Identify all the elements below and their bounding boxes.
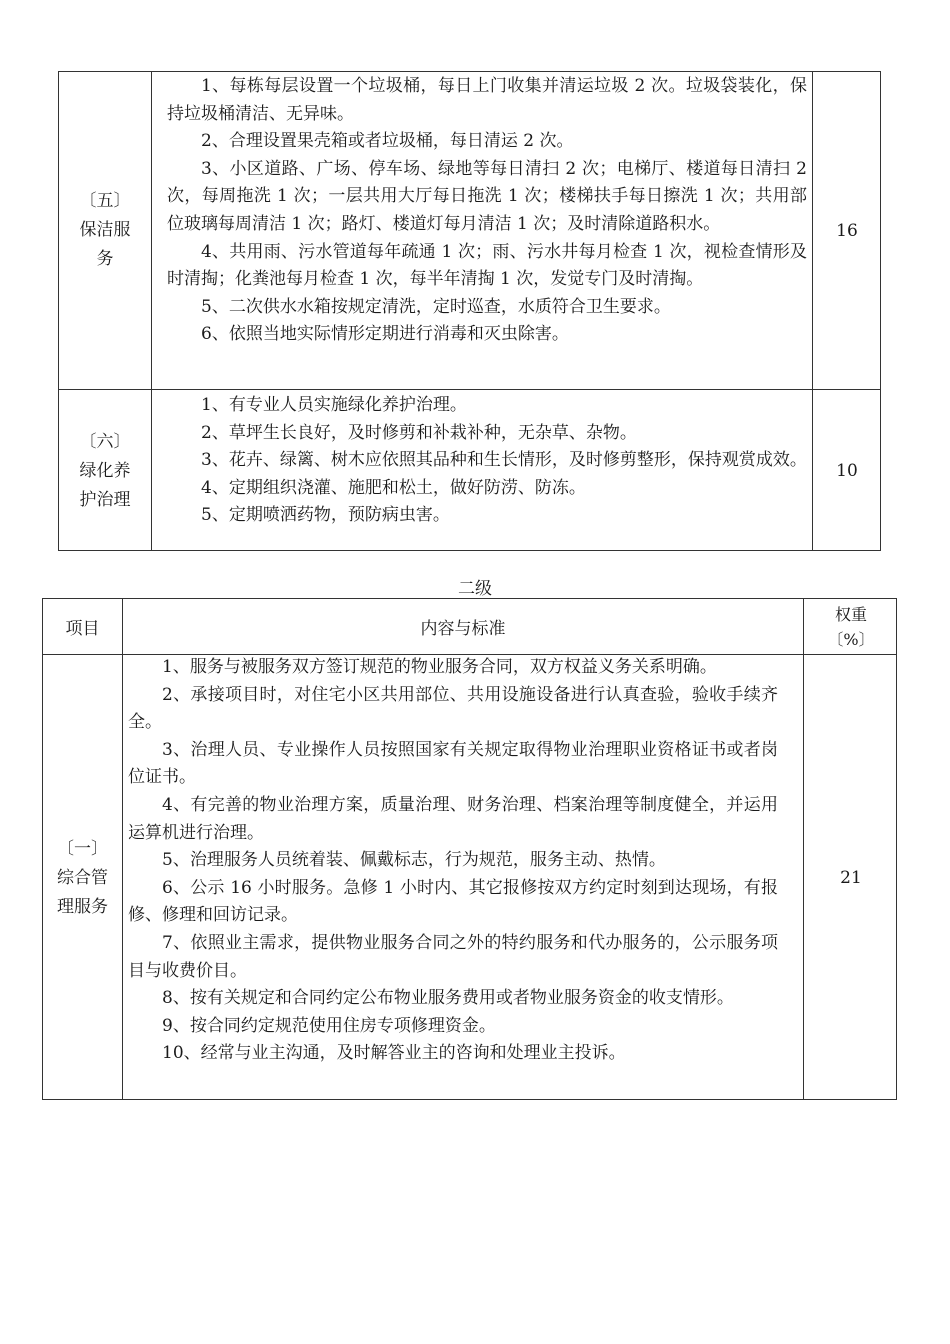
table-row-item-greening [59,390,151,552]
list-item: 5、二次供水水箱按规定清洗，定时巡查，水质符合卫生要求。 [201,296,671,317]
table-row-content-greening [167,392,807,550]
table-row-item-cleaning [59,72,151,389]
list-item: 10、经常与业主沟通，及时解答业主的咨询和处理业主投诉。 [162,1043,626,1064]
item-name-line2: 理服务 [57,896,108,917]
item-name-line1: 保洁服 [79,220,131,240]
list-item: 2、合理设置果壳箱或者垃圾桶，每日清运 2 次。 [201,131,574,152]
list-item: 5、定期喷洒药物，预防病虫害。 [201,505,450,526]
list-item: 4、定期组织浇灌、施肥和松土，做好防涝、防冻。 [201,477,586,498]
weight-value: 21 [840,868,862,888]
list-item: 1、有专业人员实施绿化养护治理。 [201,395,467,415]
list-item: 3、小区道路、广场、停车场、绿地等每日清扫 2 次；电梯厅、楼道每日清扫 2 次，每周拖洗 1 次；一层共用大厅每日拖洗 1 次；楼梯扶手每日擦洗 1 次；共用部位玻璃每周清洁 1 次；路灯、楼道灯每月清洁 1 次；及时清除道路积水。 [167,158,807,234]
column-divider [122,599,123,1099]
weight-value: 16 [836,220,858,241]
table-row-weight-greening [812,390,882,552]
table-row-content-management [128,654,778,1101]
table-row-item-management [43,655,122,1101]
list-item: 1、服务与被服务双方签订规范的物业服务合同，双方权益义务关系明确。 [162,657,717,677]
item-name-line1: 绿化养 [79,460,131,481]
list-item: 4、有完善的物业治理方案，质量治理、财务治理、档案治理等制度健全，并运用运算机进行治理。 [128,794,778,843]
header-weight [804,599,898,654]
item-name-line2: 护治理 [79,489,131,510]
service-standard-table-level2 [42,598,897,1100]
item-index: 〔五〕 [79,191,131,211]
weight-value: 10 [836,461,858,481]
list-item: 6、公示 16 小时服务。急修 1 小时内、其它报修按双方约定时刻到达现场，有报修、修理和回访记录。 [128,877,778,926]
header-weight-label: 权重 [834,604,867,624]
header-content-label: 内容与标准 [420,619,506,639]
service-standard-table-upper [58,71,881,551]
row-divider [59,389,880,390]
list-item: 8、按有关规定和合同约定公布物业服务费用或者物业服务资金的收支情形。 [162,988,734,1009]
list-item: 2、草坪生长良好，及时修剪和补栽补种，无杂草、杂物。 [201,422,637,443]
table-row-content-cleaning [167,73,807,389]
list-item: 1、每栋每层设置一个垃圾桶，每日上门收集并清运垃圾 2 次。垃圾袋装化，保持垃圾桶清洁、无异味。 [167,76,807,124]
table-row-weight-management [804,655,898,1101]
item-index: 〔六〕 [79,431,131,452]
list-item: 2、承接项目时，对住宅小区共用部位、共用设施设备进行认真查验，验收手续齐全。 [128,684,778,733]
item-name-line2: 务 [96,249,114,269]
list-item: 5、治理服务人员统着装、佩戴标志，行为规范，服务主动、热情。 [162,850,666,871]
table-row-weight-cleaning [812,72,882,389]
list-item: 9、按合同约定规范使用住房专项修理资金。 [162,1015,496,1036]
header-item-label: 项目 [65,619,100,639]
list-item: 3、治理人员、专业操作人员按照国家有关规定取得物业治理职业资格证书或者岗位证书。 [128,739,778,788]
section-subtitle: 二级 [458,579,492,599]
list-item: 4、共用雨、污水管道每年疏通 1 次；雨、污水井每月检查 1 次，视检查情形及时清掏；化粪池每月检查 1 次，每半年清掏 1 次，发觉专门及时清掏。 [167,241,807,290]
column-divider [151,72,152,550]
list-item: 6、依照当地实际情形定期进行消毒和灭虫除害。 [201,324,569,345]
item-index: 〔一〕 [57,838,108,859]
list-item: 3、花卉、绿篱、树木应依照其品种和生长情形，及时修剪整形，保持观赏成效。 [201,450,807,471]
header-weight-unit: 〔%〕 [827,629,875,649]
item-name-line1: 综合管 [57,867,108,888]
header-content [123,599,803,654]
list-item: 7、依照业主需求，提供物业服务合同之外的特约服务和代办服务的，公示服务项目与收费价目。 [128,932,778,981]
header-item [43,599,122,654]
